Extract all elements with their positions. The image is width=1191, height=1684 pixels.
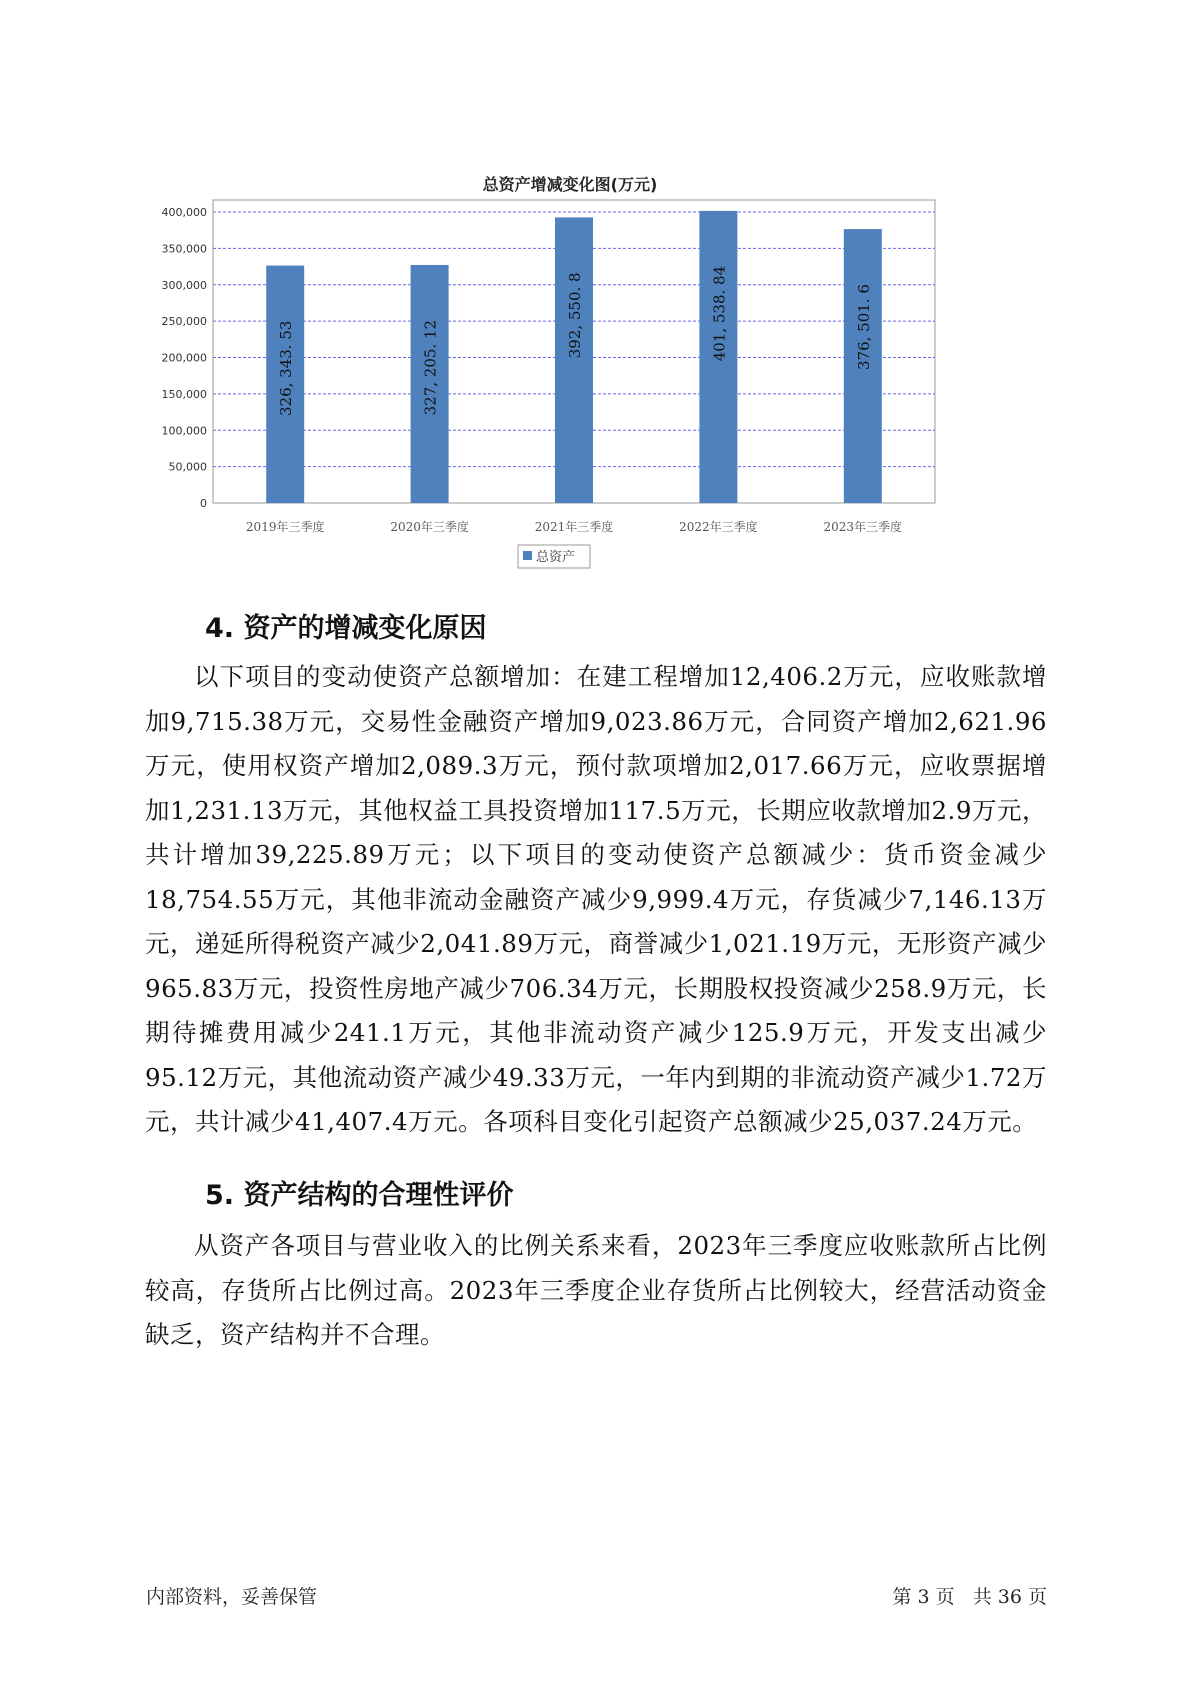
chart-svg xyxy=(150,160,990,630)
asset-chart xyxy=(150,160,1030,630)
section-paragraph-4: 以下项目的变动使资产总额增加：在建工程增加12,406.2万元，应收账款增加9,715.38万元，交易性金融资产增加9,023.86万元，合同资产增加2,621.96万元，使用权资产增加2,089.3万元，预付款项增加2,017.66万元，应收票据增加1,231.13万元，其他权益工具投资增加117.5万元，长期应收款增加2.9万元，共计增加39,225.89万元；以下项目的变动使资产总额减少：货币资金减少18,754.55万元，其他非流动金融资产减少9,999.4万元，存货减少7,146.13万元，递延所得税资产减少2,041.89万元，商誉减少1,021.19万元，无形资产减少965.83万元，投资性房地产减少706.34万元，长期股权投资减少258.9万元，长期待摊费用减少241.1万元，其他非流动资产减少125.9万元，开发支出减少95.12万元，其他流动资产减少49.33万元，一年内到期的非流动资产减少1.72万元，共计减少41,407.4万元。各项科目变化引起资产总额减少25,037.24万元。 xyxy=(145,662,1047,1136)
section-paragraph-5: 从资产各项目与营业收入的比例关系来看，2023年三季度应收账款所占比例较高，存货所占比例过高。2023年三季度企业存货所占比例较大，经营活动资金缺乏，资产结构并不合理。 xyxy=(145,1231,1047,1349)
bar-value-label: 326, 343. 53 xyxy=(277,320,296,417)
y-tick-label: 50,000 xyxy=(168,460,207,474)
legend-label: 总资产 xyxy=(536,550,576,565)
x-tick-label: 2023年三季度 xyxy=(823,520,903,534)
x-tick-label: 2019年三季度 xyxy=(245,520,325,534)
y-tick-label: 100,000 xyxy=(161,424,207,438)
x-tick-label: 2020年三季度 xyxy=(390,520,469,534)
footer-page-number: 第 3 页 共 36 页 xyxy=(892,1586,1047,1608)
bar-value-label: 392, 550. 8 xyxy=(566,272,584,359)
y-tick-label: 200,000 xyxy=(161,351,207,365)
section-heading-4: 4. 资产的增减变化原因 xyxy=(205,613,487,644)
x-tick-label: 2021年三季度 xyxy=(534,520,614,534)
section-heading-5: 5. 资产结构的合理性评价 xyxy=(205,1180,514,1211)
y-tick-label: 400,000 xyxy=(161,206,207,219)
y-tick-label: 300,000 xyxy=(161,278,207,292)
y-tick-label: 250,000 xyxy=(161,315,207,329)
legend-swatch xyxy=(523,551,532,560)
chart-title: 总资产增减变化图(万元) xyxy=(482,175,658,194)
x-tick-label: 2022年三季度 xyxy=(679,520,758,534)
bar xyxy=(555,217,593,503)
bar-value-label: 401, 538. 84 xyxy=(710,265,729,362)
y-tick-label: 150,000 xyxy=(161,387,207,401)
y-tick-label: 0 xyxy=(200,497,207,510)
bar-value-label: 327, 205. 12 xyxy=(421,319,440,416)
y-tick-label: 350,000 xyxy=(161,242,207,256)
bar-value-label: 376, 501. 6 xyxy=(854,284,873,370)
footer-confidential: 内部资料，妥善保管 xyxy=(146,1586,318,1608)
